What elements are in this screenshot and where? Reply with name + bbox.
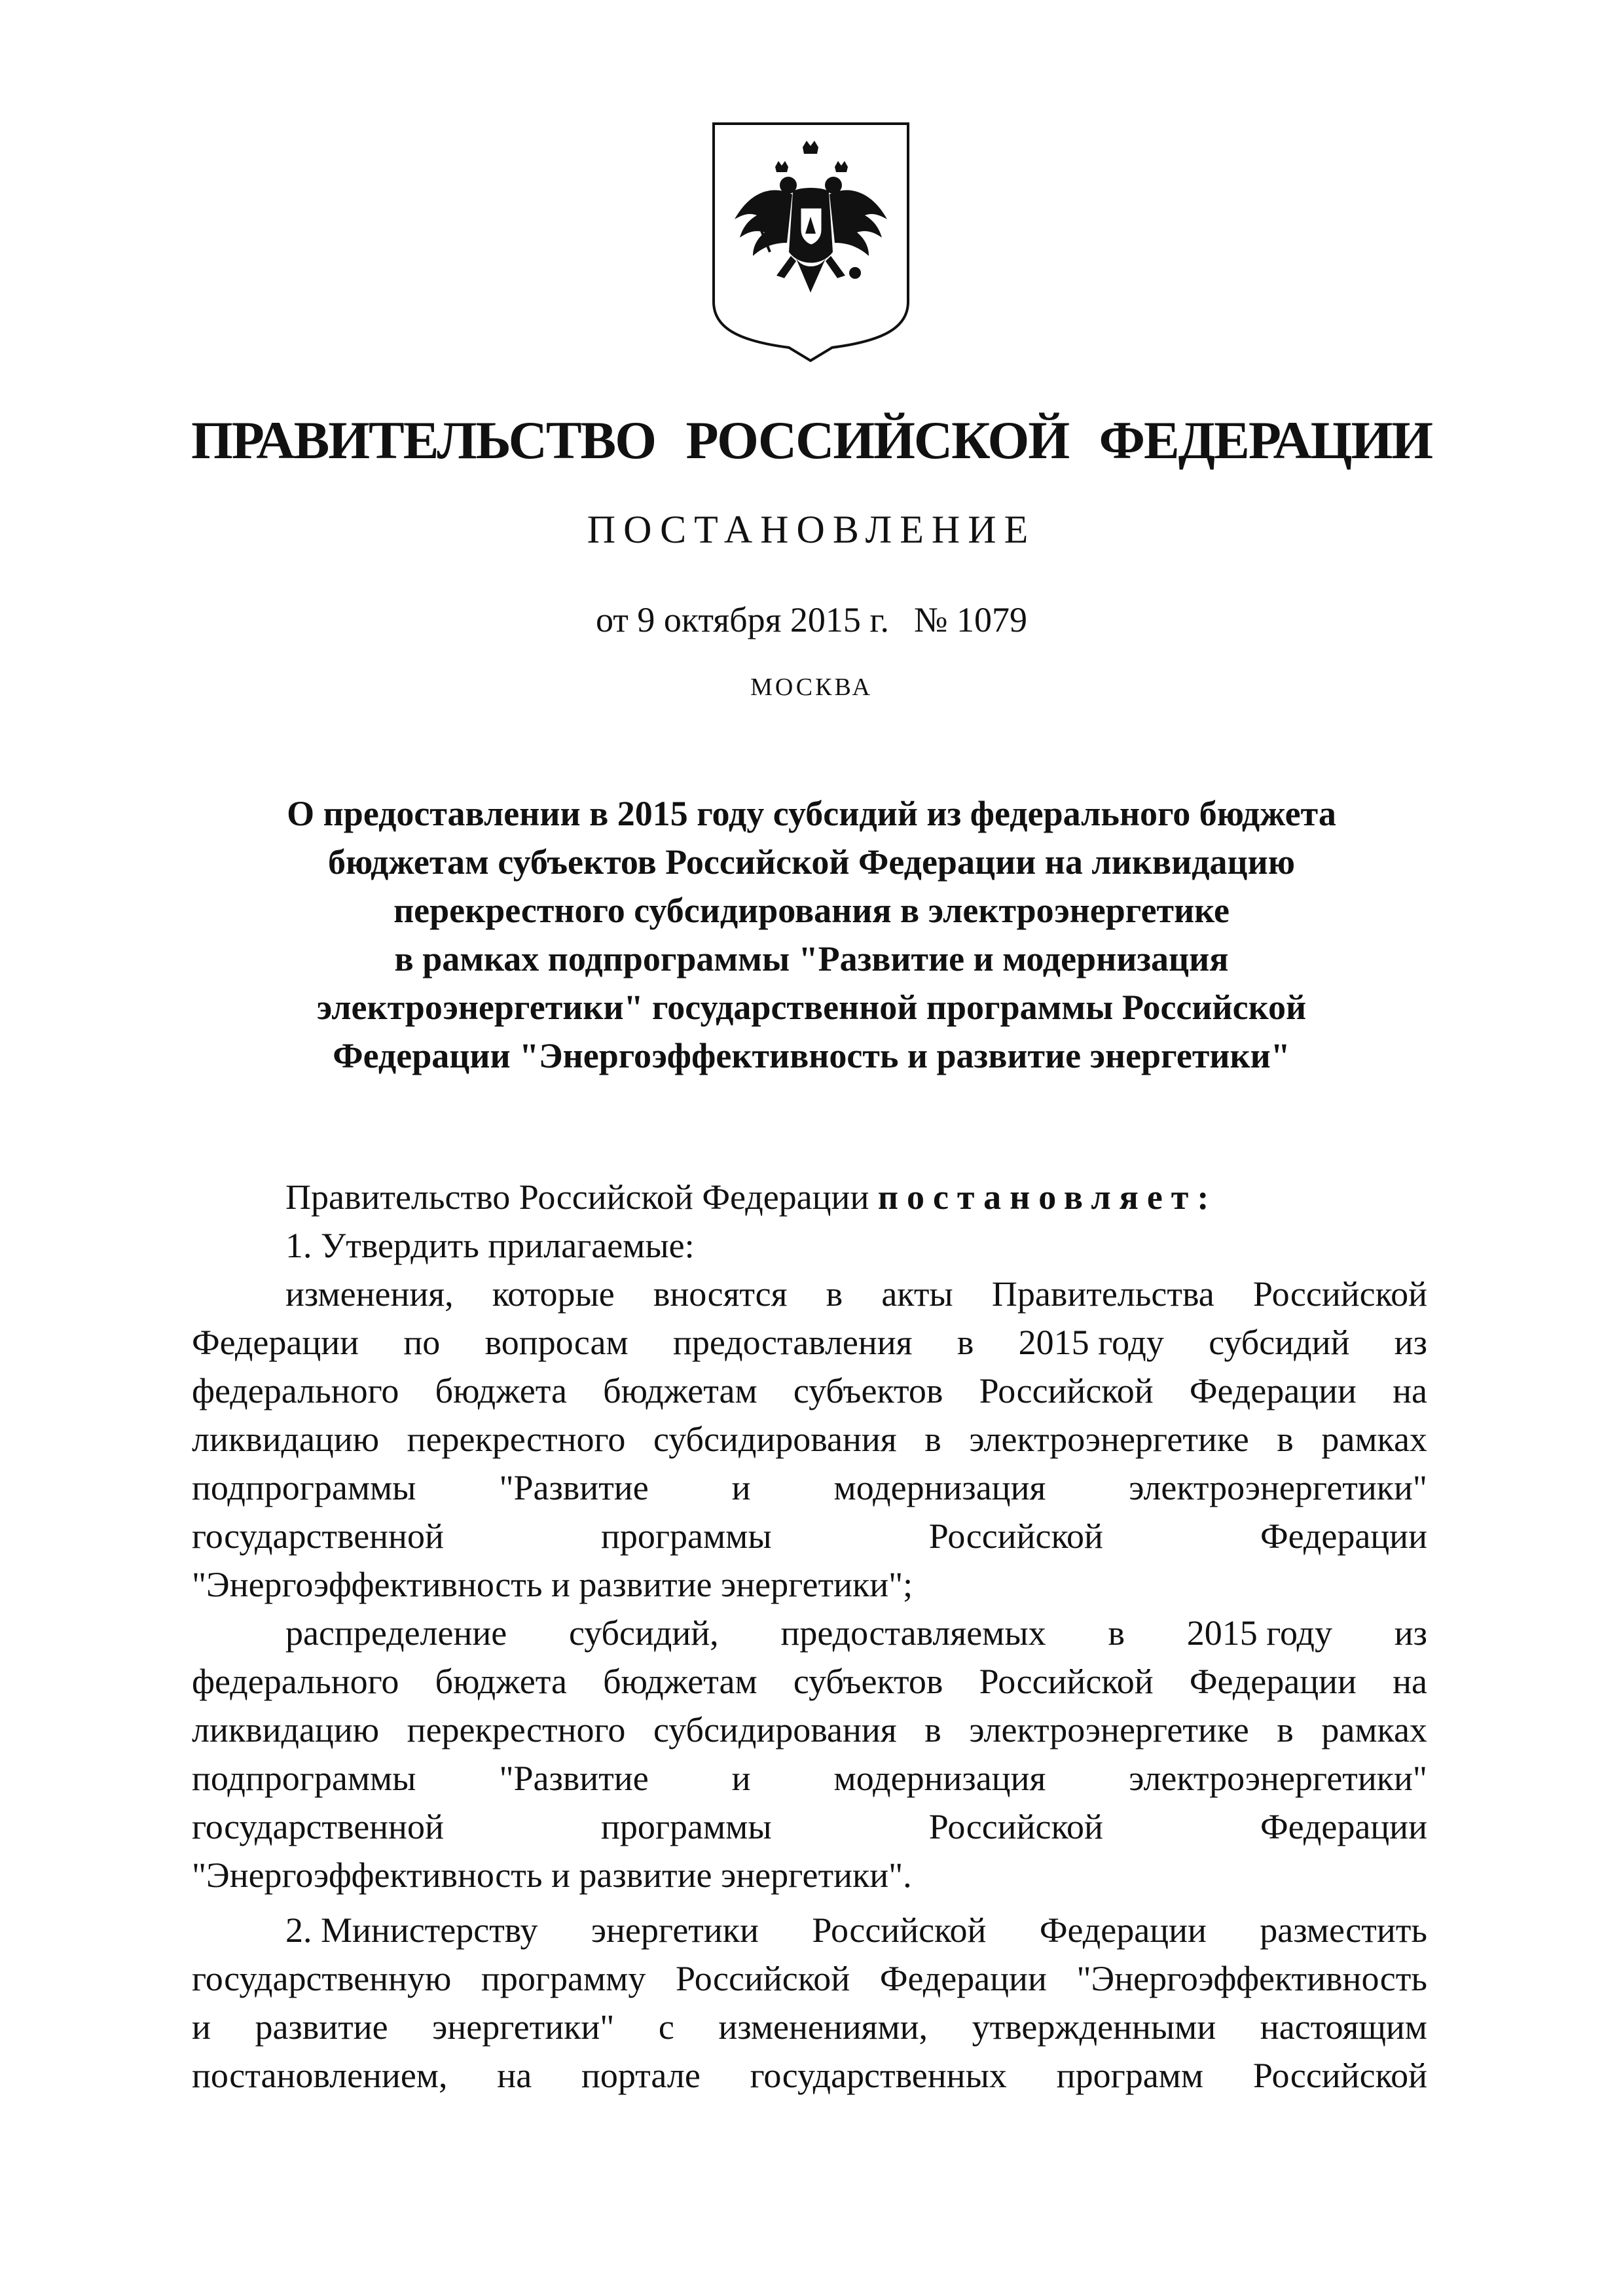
word: изменениями, [718,2007,928,2047]
word: 2. Министерству [285,1910,538,1950]
word: "Развитие [499,1759,649,1798]
document-number: № 1079 [913,600,1028,639]
word: Российской [979,1662,1154,1701]
word: Федерации [1189,1371,1357,1410]
word: Федерации [1189,1662,1357,1701]
document-city: МОСКВА [750,673,873,701]
word: бюджетам [603,1662,757,1701]
subject-line: Федерации "Энергоэффективность и развитие энергетики" [333,1036,1290,1075]
word: государственную [192,1959,452,1998]
word: Российской [979,1371,1154,1410]
changes-line [285,1270,1427,1318]
document-subject [0,789,1623,1080]
subject-line: О предоставлении в 2015 году субсидий из федерального бюджета [287,794,1336,833]
word: подпрограммы [192,1759,416,1798]
word: рамках [1321,1420,1427,1459]
subject-line: в рамках подпрограммы "Развитие и модернизация [394,939,1229,978]
word: программ [1056,2056,1204,2095]
word: энергетики" [432,2007,615,2047]
word: из [1394,1323,1427,1362]
word: федерального [192,1662,399,1701]
item-2-line [192,1954,1427,2003]
word: программы [600,1807,772,1846]
changes-line [192,1463,1427,1512]
word: субъектов [793,1371,943,1410]
word: бюджетам [603,1371,757,1410]
word: разместить [1260,1910,1427,1950]
word: изменения, [285,1274,454,1314]
subject-line: перекрестного субсидирования в электроэнергетике [393,891,1230,930]
changes-line [192,1512,1427,1560]
word: перекрестного [407,1710,626,1749]
word: электроэнергетике [969,1420,1249,1459]
document-date-number [0,600,1623,640]
word: Российской [1252,2056,1427,2095]
word: 2015 году [1018,1323,1164,1362]
distribution-line [192,1754,1427,1803]
word: Российской [1252,1274,1427,1314]
word: вносятся [653,1274,788,1314]
word: в [1277,1710,1294,1749]
document-type: ПОСТАНОВЛЕНИЕ [587,508,1036,551]
word: вопросам [484,1323,629,1362]
word: на [497,2056,532,2095]
word: субсидий [1209,1323,1350,1362]
word: и [731,1468,751,1507]
changes-line [192,1318,1427,1367]
word: предоставляемых [780,1613,1046,1653]
word: в [924,1710,941,1749]
changes-line: "Энергоэффективность и развитие энергетики"; [192,1565,913,1604]
word: перекрестного [407,1420,626,1459]
subject-line: бюджетам субъектов Российской Федерации на ликвидацию [327,842,1296,882]
word: Правительства [991,1274,1214,1314]
russian-coat-of-arms-icon [711,121,911,363]
word: с [658,2007,674,2047]
word: в [924,1420,941,1459]
item-2-line [192,2003,1427,2051]
item-1: 1. Утвердить прилагаемые: [285,1226,695,1265]
word: бюджета [435,1662,567,1701]
word: субсидирования [653,1420,897,1459]
item-2-line [192,2051,1427,2100]
word: предоставления [673,1323,913,1362]
word: в [826,1274,843,1314]
word: государственной [192,1516,444,1556]
word: модернизация [833,1759,1046,1798]
word: субсидий, [569,1613,719,1653]
word: Российской [928,1807,1103,1846]
changes-line [192,1415,1427,1463]
word: постановлением, [192,2056,448,2095]
preamble [285,1173,1217,1221]
word: акты [881,1274,953,1314]
word: федерального [192,1371,399,1410]
word: Российской [928,1516,1103,1556]
word: Федерации [879,1959,1047,1998]
distribution-line [192,1706,1427,1754]
word: на [1393,1371,1427,1410]
word: развитие [255,2007,388,2047]
word: настоящим [1260,2007,1427,2047]
word: и [731,1759,751,1798]
word: субъектов [793,1662,943,1701]
word: субсидирования [653,1710,897,1749]
distribution-line [192,1657,1427,1706]
word: "Энергоэффективность [1076,1959,1427,1998]
word: из [1394,1613,1427,1653]
distribution-line [285,1609,1427,1657]
word: которые [492,1274,615,1314]
word: программы [600,1516,772,1556]
document-date: от 9 октября 2015 г. [595,600,889,639]
word: электроэнергетики" [1129,1468,1427,1507]
word: "Развитие [499,1468,649,1507]
word: Федерации [1260,1516,1427,1556]
preamble-text: Правительство Российской Федерации [285,1177,869,1217]
word: в [1277,1420,1294,1459]
word: Федерации [1260,1807,1427,1846]
word: и [192,2007,211,2047]
word: модернизация [833,1468,1046,1507]
word: ликвидацию [192,1710,380,1749]
word: энергетики [591,1910,759,1950]
word: Федерации [1039,1910,1207,1950]
word: ликвидацию [192,1420,380,1459]
word: по [403,1323,441,1362]
word: Российской [676,1959,850,1998]
word: портале [581,2056,701,2095]
word: государственных [750,2056,1007,2095]
word: на [1393,1662,1427,1701]
word: Российской [812,1910,987,1950]
word: в [957,1323,974,1362]
word: распределение [285,1613,507,1653]
word: Федерации [192,1323,359,1362]
word: в [1108,1613,1125,1653]
changes-line [192,1367,1427,1415]
word: рамках [1321,1710,1427,1749]
distribution-line [192,1803,1427,1851]
word: 2015 году [1186,1613,1332,1653]
word: электроэнергетике [969,1710,1249,1749]
subject-line: электроэнергетики" государственной программы Российской [316,988,1307,1027]
word: утвержденными [972,2007,1216,2047]
word: бюджета [435,1371,567,1410]
word: государственной [192,1807,444,1846]
government-title: ПРАВИТЕЛЬСТВО РОССИЙСКОЙ ФЕДЕРАЦИИ [191,410,1432,470]
word: подпрограммы [192,1468,416,1507]
distribution-line: "Энергоэффективность и развитие энергетики". [192,1856,912,1895]
word: программу [481,1959,646,1998]
word: электроэнергетики" [1129,1759,1427,1798]
item-2-line [285,1906,1427,1954]
decree-word: постановляет: [877,1177,1218,1217]
